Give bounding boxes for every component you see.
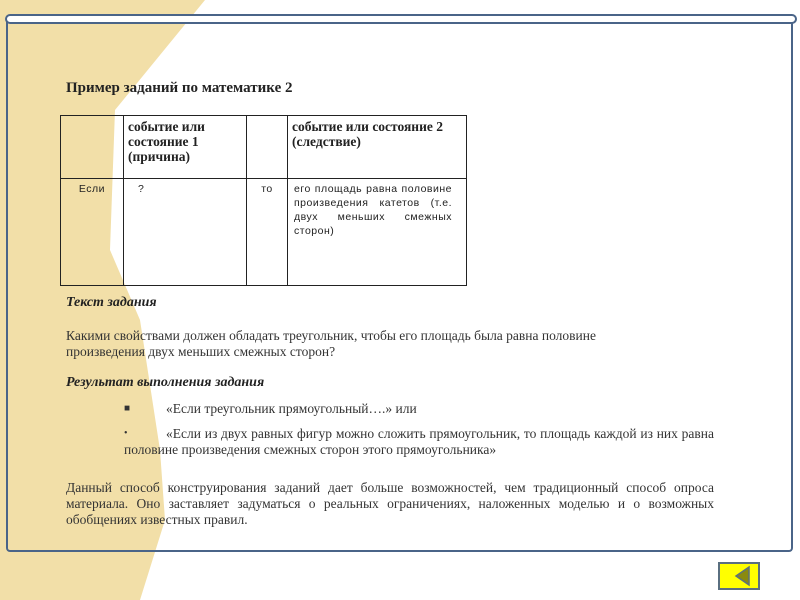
- header-cell: [247, 116, 288, 179]
- header-cell: [61, 116, 124, 179]
- header-cell: событие или состояние 1 (причина): [124, 116, 247, 179]
- bullet-icon: ■: [124, 403, 131, 414]
- bullet-text: «Если треугольник прямоугольный….» или: [166, 401, 417, 416]
- back-button[interactable]: [718, 562, 760, 590]
- conclusion-text: Данный способ конструирования заданий дает больше возможностей, чем традиционный способ опроса материала. Оно заставляет задуматься о реальных ограничениях, наложенных моделью и о возможных обобщениях известных правил.: [66, 480, 714, 527]
- cell-then: то: [247, 179, 288, 286]
- scroll-rod: [5, 14, 797, 24]
- header-cell: событие или состояние 2 (следствие): [288, 116, 467, 179]
- cell-if: Если: [61, 179, 124, 286]
- table-row: [61, 179, 467, 286]
- bullet-icon: •: [124, 428, 128, 439]
- task-table: [60, 115, 467, 286]
- triangle-left-icon: [720, 564, 758, 588]
- task-text: Какими свойствами должен обладать треугольник, чтобы его площадь была равна половине произведения двух меньших смежных сторон?: [66, 328, 596, 359]
- bullet-item: [124, 401, 714, 417]
- cell-effect: его площадь равна половине произведения катетов (т.е. двух меньших смежных сторон): [288, 179, 467, 286]
- table-header-row: [61, 116, 467, 179]
- page-title: Пример заданий по математике 2: [66, 80, 293, 96]
- cell-cause: ?: [124, 179, 247, 286]
- bullet-text: «Если из двух равных фигур можно сложить прямоугольник, то площадь каждой из них равна половине произведения смежных сторон этого прямоугольника»: [124, 426, 714, 457]
- bullet-item: [124, 426, 714, 458]
- task-heading: Текст задания: [66, 295, 157, 310]
- result-heading: Результат выполнения задания: [66, 375, 265, 390]
